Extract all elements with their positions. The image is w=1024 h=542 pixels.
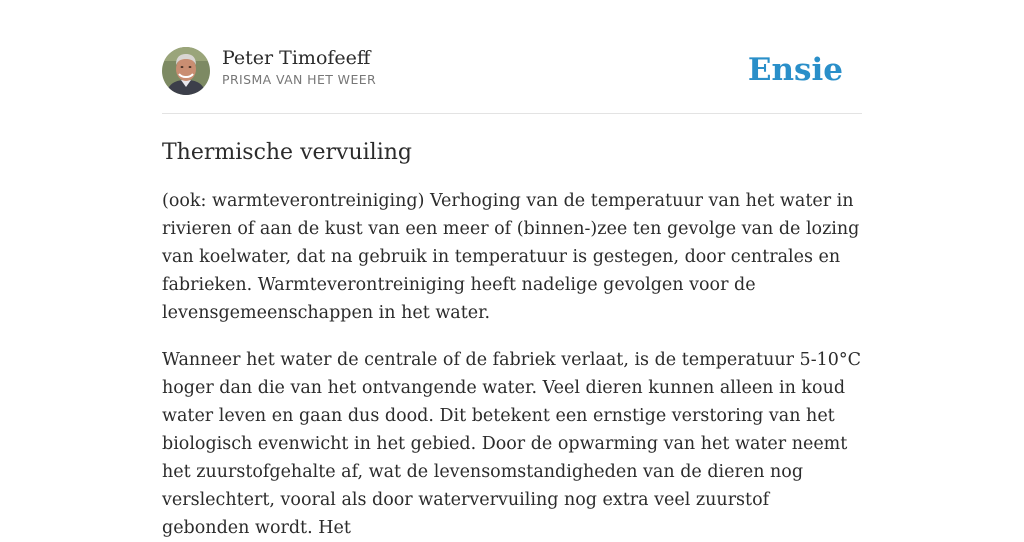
author-book[interactable]: PRISMA VAN HET WEER	[222, 72, 377, 87]
article-paragraph: Wanneer het water de centrale of de fabriek verlaat, is de temperatuur 5-10°C hoger dan die van het ontvangende water. Veel dieren kunnen alleen in koud water leven en gaan dus dood. Dit betekent een ernstige verstoring van het biologisch evenwicht in het gebied. Door de opwarming van het water neemt het zuurstofgehalte af, wat de levensomstandigheden van de dieren nog verslechtert, vooral als door watervervuiling nog extra veel zuurstof gebonden wordt. Het	[162, 350, 862, 538]
ensie-logo[interactable]: Ensie	[747, 52, 843, 88]
author-avatar[interactable]	[162, 47, 210, 95]
article-title: Thermische vervuiling	[162, 140, 412, 165]
article-paragraph: (ook: warmteverontreiniging) Verhoging van de temperatuur van het water in rivieren of aan de kust van een meer of (binnen-)zee ten gevolge van de lozing van koelwater, dat na gebruik in temperatuur is gestegen, door centrales en fabrieken. Warmteverontreiniging heeft nadelige gevolgen voor de levensgemeenschappen in het water.	[162, 191, 860, 323]
article-header	[162, 0, 862, 114]
avatar-photo	[162, 47, 210, 95]
article-container	[162, 0, 862, 542]
author-info	[222, 46, 376, 88]
author-name[interactable]: Peter Timofeeff	[222, 47, 371, 69]
